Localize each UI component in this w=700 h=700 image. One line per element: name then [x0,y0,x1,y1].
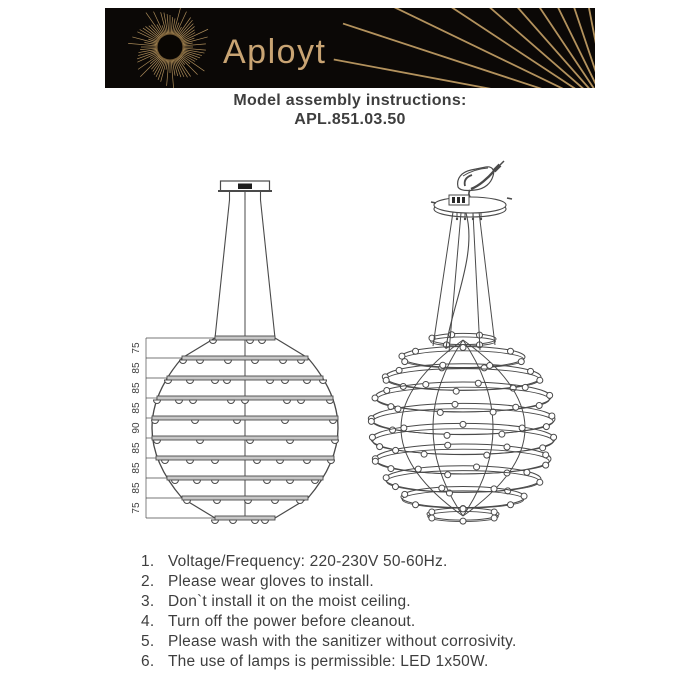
bulb-perspective [484,452,490,458]
bulb-perspective [491,509,497,515]
bulb-perspective [460,421,466,427]
suspension-wire [261,200,276,338]
bulb-perspective [445,442,451,448]
dimension-label: 85 [131,482,142,494]
bulb-perspective [452,401,458,407]
bulb-front [282,420,289,424]
bulb-front [172,480,179,484]
instruction-number: 2. [141,573,155,590]
bulb-front [228,400,235,404]
instruction-list [141,553,591,673]
bulb-front [272,500,279,504]
perspective-view-drawing [368,161,556,524]
bulb-front [284,400,291,404]
bulb-front [280,360,287,364]
bulb-front [187,460,194,464]
bulb-perspective [460,518,466,524]
instruction-text: The use of lamps is permissible: LED 1x50W. [168,653,489,670]
bulb-front [259,340,266,344]
bulb-front [264,480,271,484]
bulb-perspective [528,368,534,374]
bulb-front [212,460,219,464]
bulb-front [225,360,232,364]
bulb-perspective [393,447,399,453]
brand-banner [105,8,595,88]
bulb-front [304,380,311,384]
bulb-perspective [543,462,549,468]
bulb-front [267,380,274,384]
bulb-perspective [429,509,435,515]
dimension-label: 85 [131,402,142,414]
light-ring-front [152,416,338,420]
cable-plug [494,165,500,171]
bulb-perspective [384,388,390,394]
bulb-front [327,400,334,404]
bulb-perspective [445,472,451,478]
ceiling-canopy-perspective [434,197,506,213]
light-ring-front [156,456,334,460]
bulb-front [277,460,284,464]
light-ring-front [182,496,308,500]
bulb-front [328,460,335,464]
instruction-number: 4. [141,613,155,630]
bulb-perspective [439,485,445,491]
bulb-perspective [487,363,493,369]
bulb-perspective [377,444,383,450]
bulb-front [162,460,169,464]
instruction-text: Please wash with the sanitizer without corrosivity. [168,633,517,650]
bulb-front [192,420,199,424]
instruction-text: Turn off the power before cleanout. [168,613,416,630]
bulb-perspective [369,434,375,440]
instruction-item [141,593,591,613]
instruction-text: Voltage/Frequency: 220-230V 50-60Hz. [168,553,448,570]
bulb-perspective [383,475,389,481]
bulb-perspective [395,406,401,412]
bulb-perspective [518,359,524,365]
bulb-perspective [543,424,549,430]
bulb-front [247,440,254,444]
light-ring-perspective [385,466,541,493]
bulb-perspective [437,409,443,415]
bulb-front [245,500,252,504]
dimension-label: 90 [131,422,142,434]
canopy-connector-box [238,184,252,190]
light-ring-front [182,356,308,360]
bulb-front [298,400,305,404]
bulb-perspective [521,493,527,499]
bulb-perspective [491,515,497,521]
bulb-perspective [372,395,378,401]
bulb-front [262,520,269,524]
model-number: APL.851.03.50 [294,111,406,128]
light-ring-front [152,436,338,440]
bulb-front [165,380,172,384]
bulb-front [254,460,261,464]
bulb-front [332,440,339,444]
instruction-item [141,633,591,653]
bulb-perspective [543,452,549,458]
bulb-perspective [551,434,557,440]
bulb-front [234,420,241,424]
light-ring-front [215,336,275,340]
instruction-number: 6. [141,653,155,670]
bulb-front [252,360,259,364]
light-ring-front [215,516,275,520]
light-ring-perspective [430,333,496,344]
bulb-front [298,360,305,364]
bulb-perspective [421,451,427,457]
bulb-front [210,340,217,344]
suspension-wire [449,213,461,352]
instruction-number: 1. [141,553,155,570]
instruction-item [141,573,591,593]
bulb-perspective [513,404,519,410]
bulb-perspective [423,381,429,387]
light-ring-front [167,376,323,380]
bulb-perspective [474,464,480,470]
brand-logo-text: Aployt [223,32,327,71]
bulb-perspective [392,484,398,490]
bulb-perspective [440,362,446,368]
instruction-text: Please wear gloves to install. [168,573,374,590]
dimension-label: 85 [131,362,142,374]
bulb-front [287,480,294,484]
bulb-perspective [507,502,513,508]
bulb-front [304,460,311,464]
bulb-perspective [510,385,516,391]
bulb-front [252,520,259,524]
bulb-perspective [413,502,419,508]
bulb-front [330,420,337,424]
bulb-perspective [547,392,553,398]
bulb-front [282,380,289,384]
bulb-front [320,380,327,384]
bulb-perspective [402,491,408,497]
bulb-perspective [453,388,459,394]
instruction-item [141,653,591,673]
dimension-label: 75 [131,502,142,514]
bulb-front [212,480,219,484]
bulb-front [194,480,201,484]
bulb-perspective [507,348,513,354]
bulb-front [152,420,159,424]
bulb-perspective [540,445,546,451]
bulb-perspective [504,444,510,450]
bulb-perspective [460,344,466,350]
instruction-item [141,613,591,633]
bulb-front [187,380,194,384]
dimension-label: 85 [131,442,142,454]
bulb-perspective [383,377,389,383]
bulb-front [154,440,161,444]
bulb-perspective [475,380,481,386]
bulb-perspective [444,432,450,438]
page-title: Model assembly instructions: [233,92,467,109]
bulb-front [212,520,219,524]
bulb-front [184,500,191,504]
bulb-front [197,360,204,364]
bulb-front [190,400,197,404]
bulb-front [176,400,183,404]
bulb-front [230,520,237,524]
bulb-perspective [429,515,435,521]
bulb-perspective [491,486,497,492]
bulb-front [224,380,231,384]
bulb-perspective [415,466,421,472]
bulb-perspective [490,409,496,415]
bulb-front [312,480,319,484]
bulb-perspective [524,469,530,475]
sunburst-logo-icon [128,8,208,88]
bulb-perspective [401,425,407,431]
bulb-perspective [449,332,455,338]
light-ring-perspective [401,486,525,507]
bulb-perspective [519,425,525,431]
bulb-perspective [413,348,419,354]
bulb-front [242,400,249,404]
bulb-front [154,400,161,404]
assembly-diagram [100,148,600,558]
bulb-perspective [388,466,394,472]
instruction-number: 3. [141,593,155,610]
light-ring-front [167,476,323,480]
bulb-perspective [372,458,378,464]
bulb-perspective [537,479,543,485]
bulb-perspective [368,418,374,424]
bulb-perspective [460,506,466,512]
dimension-label: 85 [131,462,142,474]
bulb-perspective [549,413,555,419]
bulb-front [180,360,187,364]
bulb-perspective [499,431,505,437]
dimension-label: 75 [131,342,142,354]
bulb-front [287,440,294,444]
bulb-perspective [522,384,528,390]
bulb-perspective [390,427,396,433]
bulb-front [212,380,219,384]
bulb-front [197,440,204,444]
heading [105,91,595,129]
dimension-label: 85 [131,382,142,394]
suspension-wire [479,212,495,345]
bulb-perspective [537,377,543,383]
instruction-item [141,553,591,573]
instruction-number: 5. [141,633,155,650]
light-ring-perspective [375,444,551,474]
bulb-perspective [402,359,408,365]
light-ring-front [157,396,333,400]
suspension-wire [473,213,480,350]
bulb-perspective [536,402,542,408]
suspension-wire [215,200,230,338]
instruction-text: Don`t install it on the moist ceiling. [168,593,411,610]
bulb-front [297,500,304,504]
bulb-front [247,340,254,344]
bulb-front [214,500,221,504]
front-view-drawing [131,181,339,524]
bulb-perspective [396,367,402,373]
